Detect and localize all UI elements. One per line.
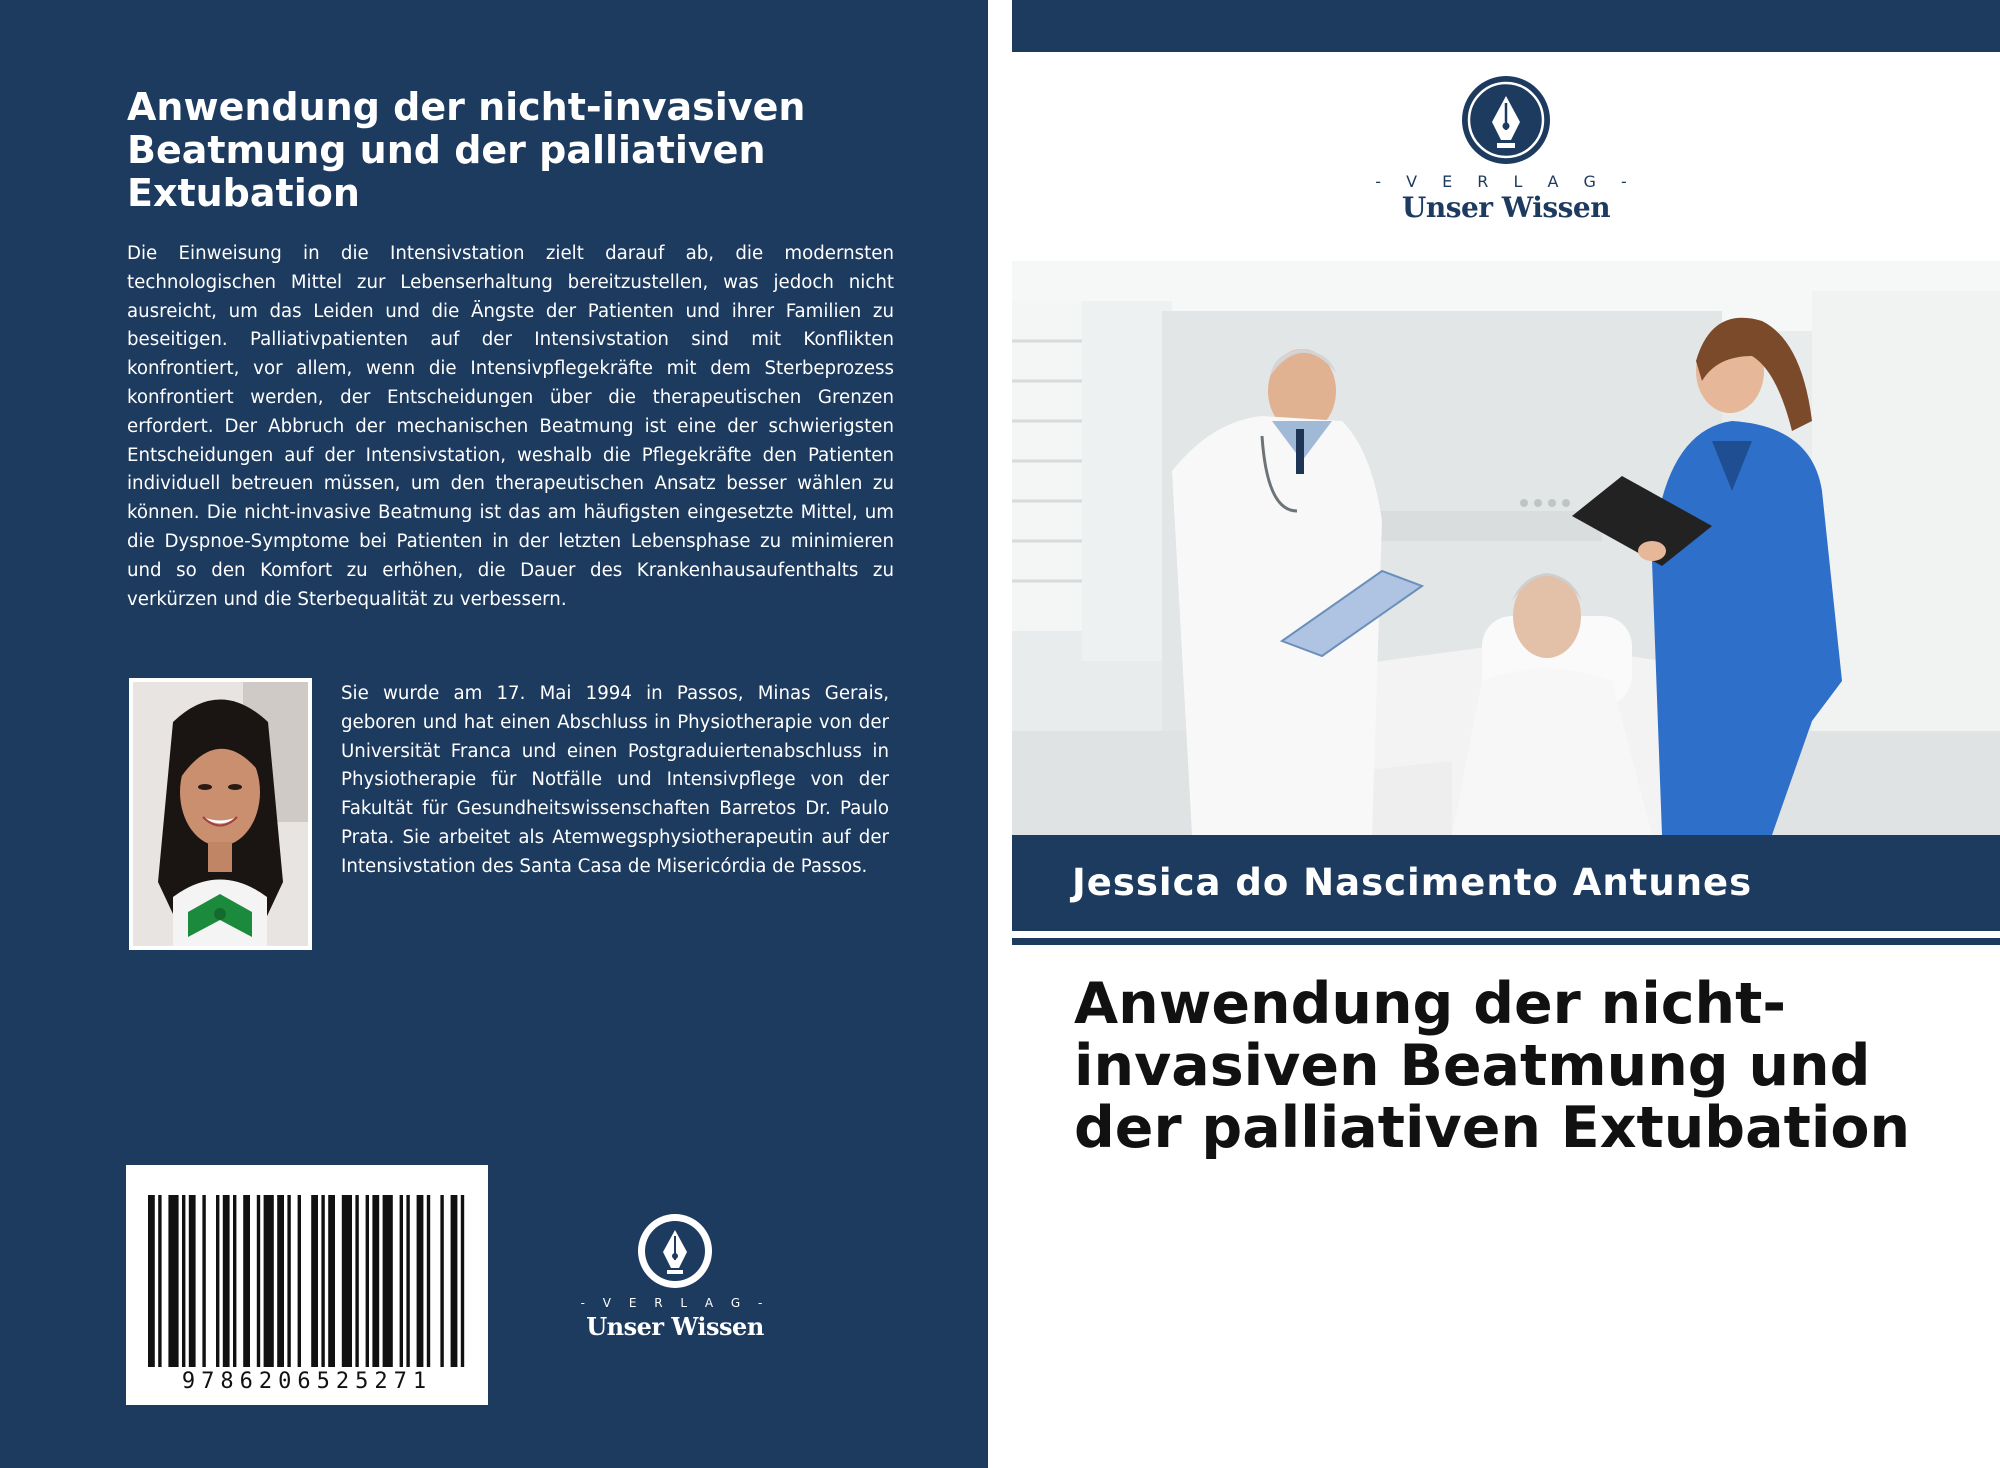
divider-rule bbox=[1012, 938, 2000, 945]
front-cover bbox=[1012, 0, 2000, 1468]
front-logo-brand: Unser Wissen bbox=[1401, 191, 1611, 224]
author-photo bbox=[129, 678, 312, 950]
front-top-bar bbox=[1012, 0, 2000, 52]
back-cover bbox=[0, 0, 988, 1468]
front-publisher-logo bbox=[1372, 74, 1640, 224]
spine-gap bbox=[988, 0, 1012, 1468]
author-bio: Sie wurde am 17. Mai 1994 in Passos, Minas Gerais, geboren und hat einen Abschluss in Physiotherapie von der Universität Franca und einen Postgraduiertenabschluss in Physiotherapie für Notfälle und Intensivpflege von der Fakultät für Gesundheitswissenschaften Barretos Dr. Paulo Prata. Sie arbeitet als Atemwegsphysiotherapeutin auf der Intensivstation des Santa Casa de Misericórdia de Passos. bbox=[341, 683, 889, 877]
hospital-scene-image bbox=[1012, 261, 2000, 835]
fountain-pen-nib-logo-icon bbox=[636, 1212, 714, 1290]
front-cover-title: Anwendung der nicht-invasiven Beatmung und der palliativen Extubation bbox=[1074, 971, 1911, 1161]
author-name: Jessica do Nascimento Antunes bbox=[1072, 861, 1753, 904]
author-band bbox=[1012, 835, 2000, 931]
back-publisher-logo bbox=[560, 1212, 790, 1352]
barcode bbox=[126, 1165, 488, 1405]
author-portrait-image bbox=[133, 682, 308, 946]
front-logo-verlag: - V E R L A G - bbox=[1375, 172, 1637, 191]
fountain-pen-nib-logo-icon bbox=[1460, 74, 1552, 166]
barcode-graphic bbox=[126, 1165, 488, 1370]
back-logo-brand: Unser Wissen bbox=[586, 1312, 764, 1341]
back-cover-blurb: Die Einweisung in die Intensivstation zielt darauf ab, die modernsten technologischen Mittel zur Lebenserhaltung bereitzustellen, was jedoch nicht ausreicht, um das Leiden und die Ängste der Patienten und ihrer Familien zu beseitigen. Palliativpatienten auf der Intensivstation sind mit Konflikten konfrontiert, vor allem, wenn die Intensivpflegekräfte mit dem Sterbeprozess konfrontiert werden, der Entscheidungen über die therapeutischen Grenzen erfordert. Der Abbruch der mechanischen Beatmung ist eine der schwierigsten Entscheidungen auf der Intensivstation, weshalb die Pflegekräfte den Patienten individuell betreuen müssen, um den therapeutischen Ansatz besser wählen zu können. Die nicht-invasive Beatmung ist das am häufigsten eingesetzte Mittel, um die Dyspnoe-Symptome bei Patienten in der letzten Lebensphase zu minimieren und so den Komfort zu erhöhen, die Dauer des Krankenhausaufenthalts zu verkürzen und die Sterbequalität zu verbessern. bbox=[127, 243, 894, 610]
cover-photo bbox=[1012, 261, 2000, 835]
barcode-number: 9786206525271 bbox=[181, 1369, 433, 1394]
back-logo-verlag: - V E R L A G - bbox=[580, 1296, 770, 1310]
back-cover-title: Anwendung der nicht-invasiven Beatmung und der palliativen Extubation bbox=[127, 85, 806, 215]
